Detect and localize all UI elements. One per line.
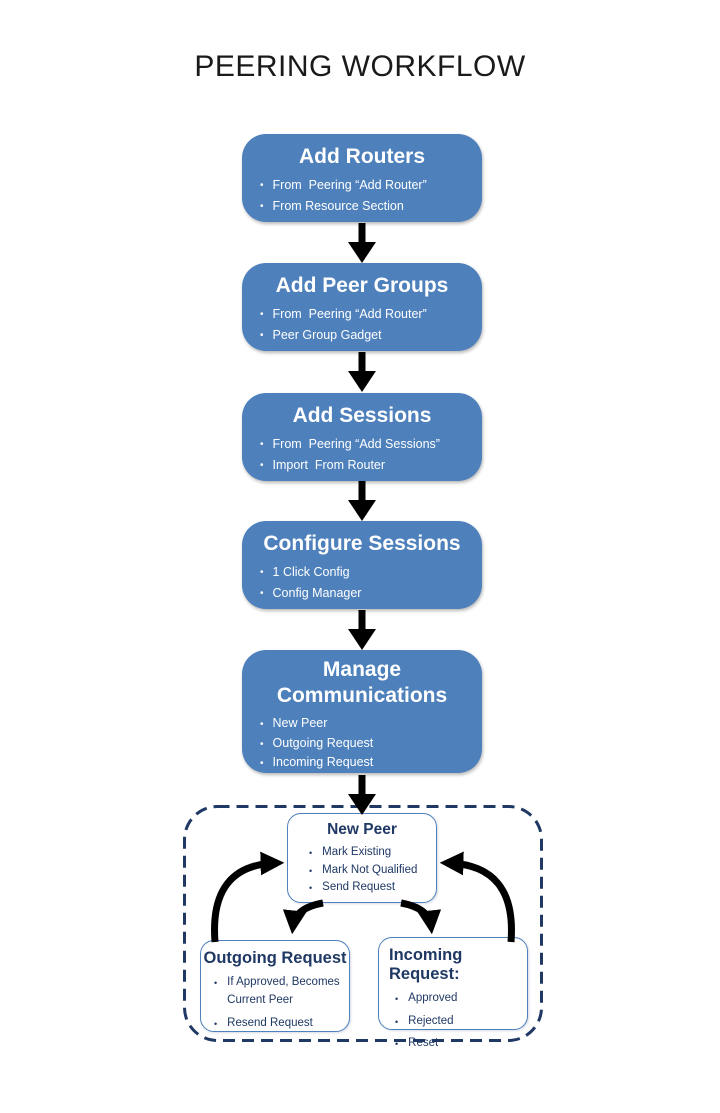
bullet-text: Mark Existing — [322, 846, 392, 858]
bullet-dot: • — [395, 1039, 399, 1049]
bullet-dot: • — [309, 848, 313, 858]
bullet-dot: • — [260, 200, 264, 212]
bullet-dot: • — [260, 587, 264, 599]
bullet-item — [309, 879, 430, 897]
bullet-text: Incoming Request — [272, 755, 374, 769]
curved-arrow-incoming-to-newpeer — [448, 863, 511, 942]
bullet-text: Reset — [408, 1037, 439, 1049]
bullet-item — [260, 583, 472, 604]
outgoing-request-box — [200, 940, 350, 1032]
flow-box-add-sessions — [242, 393, 482, 481]
bullet-item — [309, 844, 430, 862]
bullet-text: Approved — [408, 992, 458, 1004]
flow-down-arrow-2 — [334, 352, 390, 392]
flow-box-add-routers — [242, 134, 482, 222]
bullet-text: Config Manager — [272, 585, 362, 600]
bullet-item — [214, 1015, 343, 1033]
bullet-item — [260, 175, 472, 196]
flow-down-arrow-5 — [334, 775, 390, 815]
bullet-text: Resend Request — [227, 1017, 313, 1029]
bullet-item — [260, 734, 472, 754]
bullet-item — [395, 990, 521, 1008]
curved-arrow-newpeer-to-incoming — [401, 903, 431, 926]
bullet-dot: • — [260, 329, 264, 341]
bullet-text: Peer Group Gadget — [272, 327, 382, 342]
bullet-item — [260, 714, 472, 734]
flow-box-configure-sessions — [242, 521, 482, 609]
bullet-dot: • — [260, 309, 264, 320]
bullet-text: From Peering “Add Router” — [272, 307, 427, 321]
bullet-list — [288, 844, 436, 897]
flow-box-manage-communications — [242, 650, 482, 773]
detail-box-heading: New Peer — [327, 821, 397, 838]
bullet-item — [260, 753, 472, 773]
bullet-text: Import From Router — [272, 457, 386, 472]
bullet-dot: • — [260, 758, 264, 769]
bullet-item — [260, 196, 472, 217]
incoming-request-box — [378, 937, 528, 1049]
bullet-dot: • — [395, 1016, 399, 1027]
bullet-item — [309, 862, 430, 880]
bullet-text: From Resource Section — [272, 198, 404, 213]
flow-box-heading: Add Sessions — [292, 404, 432, 427]
detail-box-heading: Incoming Request: — [389, 946, 463, 983]
bullet-list — [379, 990, 527, 1053]
bullet-text: 1 Click Config — [272, 565, 350, 579]
flow-box-heading: Add Peer Groups — [275, 274, 449, 297]
detail-box-heading: Outgoing Request — [203, 949, 347, 967]
new-peer-box — [287, 813, 437, 903]
bullet-item — [260, 455, 472, 476]
bullet-dot: • — [214, 978, 218, 988]
page-title: PEERING WORKFLOW — [194, 50, 526, 83]
flow-box-add-peer-groups — [242, 263, 482, 351]
bullet-dot: • — [260, 180, 264, 191]
bullet-list — [242, 304, 482, 345]
bullet-dot: • — [395, 994, 399, 1004]
bullet-text: New Peer — [272, 716, 328, 730]
bullet-list — [242, 562, 482, 603]
arrow-head — [348, 242, 376, 263]
bullet-text: Rejected — [408, 1014, 454, 1027]
bullet-list — [242, 434, 482, 475]
curved-arrow-newpeer-to-outgoing — [293, 903, 323, 926]
curved-arrow-outgoing-to-newpeer — [215, 863, 276, 942]
bullet-item — [260, 304, 472, 325]
bullet-dot: • — [260, 738, 264, 750]
bullet-dot: • — [260, 567, 264, 578]
bullet-text: Mark Not Qualified — [322, 863, 418, 876]
bullet-item — [395, 1013, 521, 1031]
flow-box-heading: Add Routers — [299, 145, 425, 168]
bullet-list — [242, 714, 482, 773]
bullet-dot: • — [214, 1019, 218, 1029]
flow-down-arrow-3 — [334, 481, 390, 521]
bullet-item — [260, 434, 472, 455]
arrow-stem — [359, 223, 366, 243]
bullet-text: If Approved, Becomes Current Peer — [227, 976, 343, 1006]
bullet-list — [201, 974, 349, 1033]
bullet-dot: • — [260, 719, 264, 730]
bullet-item — [260, 325, 472, 346]
bullet-text: Send Request — [322, 881, 396, 893]
flow-down-arrow-4 — [334, 610, 390, 650]
communications-loop-container — [183, 805, 543, 1049]
bullet-item — [214, 974, 343, 1009]
bullet-text: From Peering “Add Sessions” — [272, 437, 440, 451]
bullet-item — [260, 562, 472, 583]
bullet-dot: • — [309, 865, 313, 876]
bullet-dot: • — [309, 883, 313, 893]
flow-box-heading: Manage Communications — [276, 658, 448, 707]
flow-down-arrow-1 — [334, 223, 390, 263]
bullet-dot: • — [260, 459, 264, 471]
bullet-text: Outgoing Request — [272, 735, 374, 750]
flow-box-heading: Configure Sessions — [263, 532, 461, 555]
bullet-dot: • — [260, 439, 264, 450]
bullet-item — [395, 1035, 521, 1053]
bullet-text: From Peering “Add Router” — [272, 178, 427, 192]
bullet-list — [242, 175, 482, 216]
